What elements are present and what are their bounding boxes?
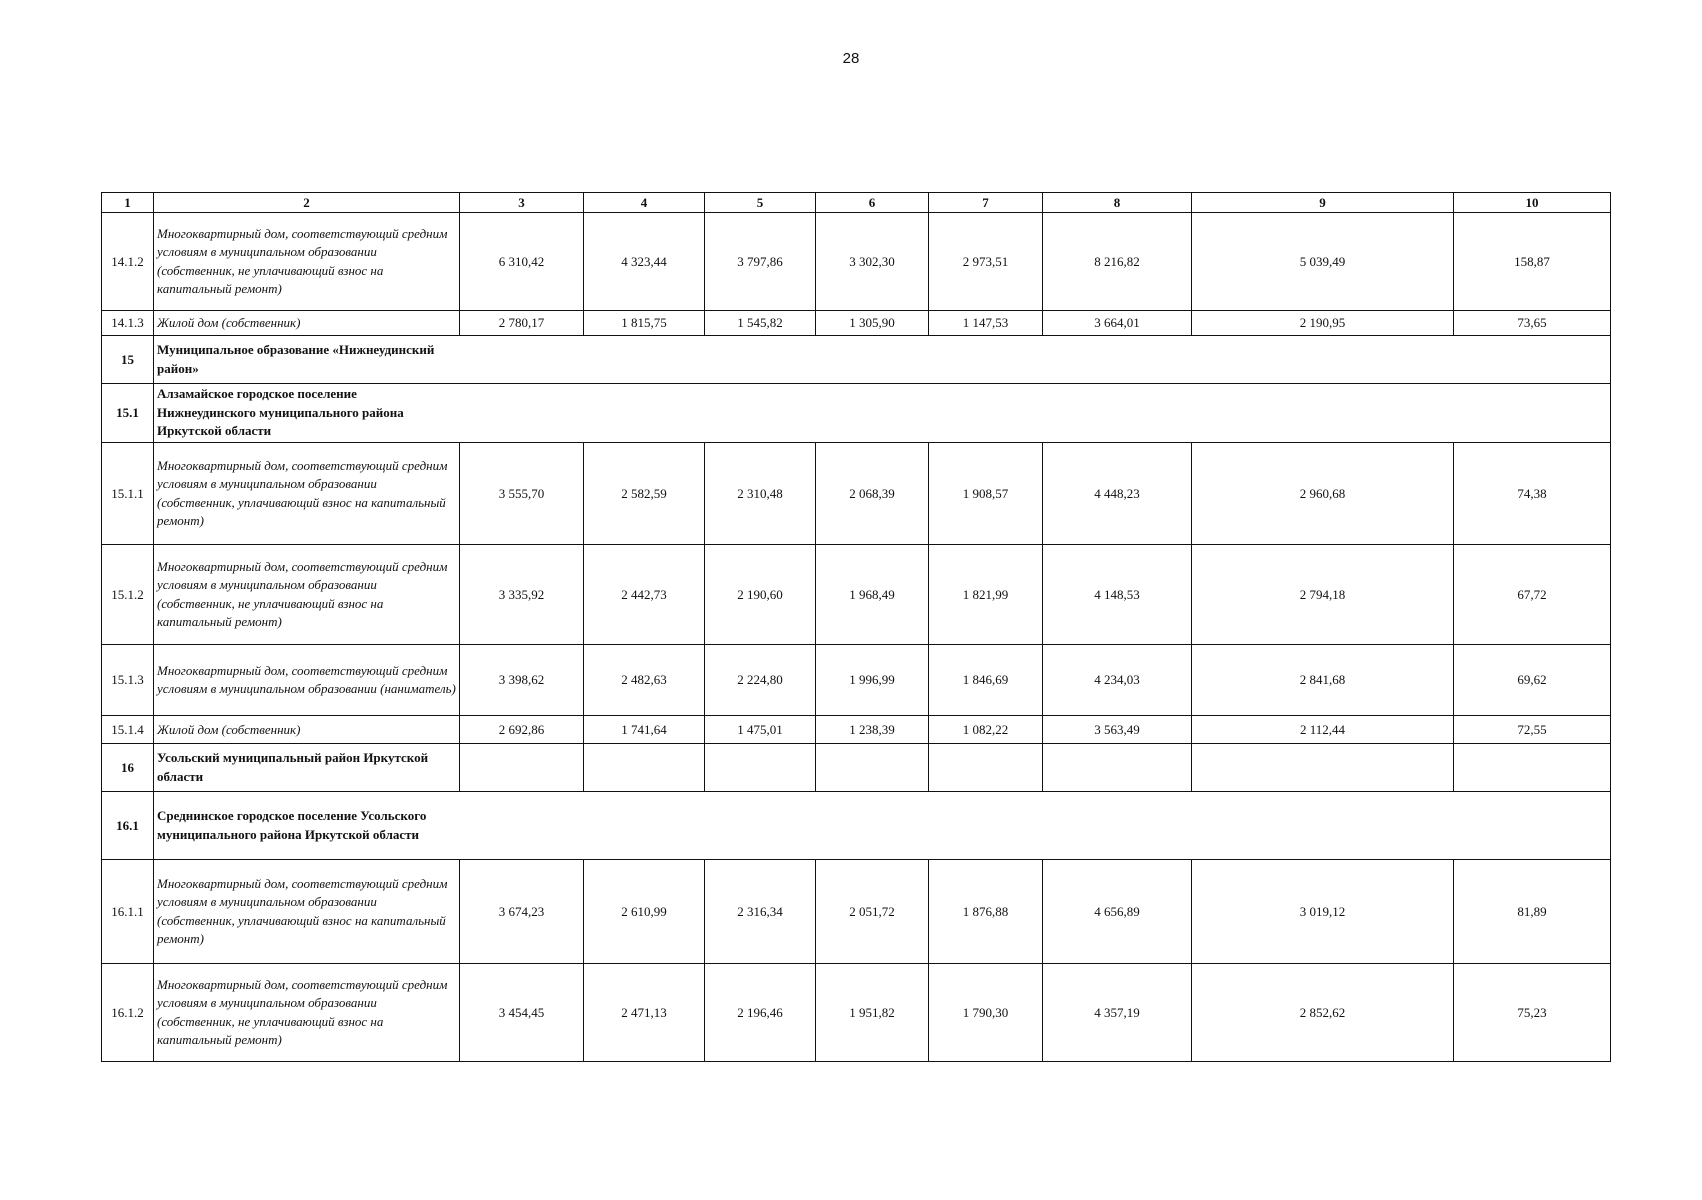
column-header: 6: [816, 193, 929, 213]
group-title-text: Алзамайское городское поселение Нижнеудинского муниципального района Иркутской области: [157, 386, 404, 439]
value-cell: 1 238,39: [816, 716, 929, 744]
value-cell: 1 545,82: [705, 311, 816, 336]
value-cell: 2 582,59: [584, 443, 705, 545]
value-cell: 2 960,68: [1192, 443, 1454, 545]
column-header: 9: [1192, 193, 1454, 213]
column-header: 4: [584, 193, 705, 213]
value-cell: 2 196,46: [705, 964, 816, 1062]
value-cell: 3 335,92: [460, 545, 584, 645]
empty-cell: [584, 744, 705, 792]
row-code: 16.1.2: [102, 964, 154, 1062]
group-code: 16.1: [102, 792, 154, 860]
value-cell: 74,38: [1454, 443, 1611, 545]
column-header: 3: [460, 193, 584, 213]
row-description: Многоквартирный дом, соответствующий средним условиям в муниципальном образовании (собственник, не уплачивающий взнос на капитальный ремонт): [154, 545, 460, 645]
table-row: [102, 860, 1611, 964]
table-row: [102, 716, 1611, 744]
column-header: 7: [929, 193, 1043, 213]
value-cell: 1 968,49: [816, 545, 929, 645]
value-cell: 73,65: [1454, 311, 1611, 336]
value-cell: 8 216,82: [1043, 213, 1192, 311]
row-code: 14.1.3: [102, 311, 154, 336]
group-title: [154, 336, 1611, 384]
value-cell: 1 082,22: [929, 716, 1043, 744]
value-cell: 2 068,39: [816, 443, 929, 545]
value-cell: 1 951,82: [816, 964, 929, 1062]
empty-cell: [1043, 744, 1192, 792]
value-cell: 4 448,23: [1043, 443, 1192, 545]
value-cell: 3 555,70: [460, 443, 584, 545]
value-cell: 2 190,95: [1192, 311, 1454, 336]
row-description: Многоквартирный дом, соответствующий средним условиям в муниципальном образовании (собственник, уплачивающий взнос на капитальный ремонт): [154, 860, 460, 964]
value-cell: 2 442,73: [584, 545, 705, 645]
value-cell: 2 224,80: [705, 645, 816, 716]
value-cell: 2 610,99: [584, 860, 705, 964]
row-code: 16.1.1: [102, 860, 154, 964]
column-header: 2: [154, 193, 460, 213]
value-cell: 158,87: [1454, 213, 1611, 311]
value-cell: 4 656,89: [1043, 860, 1192, 964]
group-title: [154, 792, 1611, 860]
group-title: Усольский муниципальный район Иркутской области: [154, 744, 460, 792]
column-header: 8: [1043, 193, 1192, 213]
value-cell: 2 692,86: [460, 716, 584, 744]
row-description: Многоквартирный дом, соответствующий средним условиям в муниципальном образовании (собственник, не уплачивающий взнос на капитальный ремонт): [154, 213, 460, 311]
value-cell: 2 190,60: [705, 545, 816, 645]
value-cell: 2 316,34: [705, 860, 816, 964]
value-cell: 6 310,42: [460, 213, 584, 311]
value-cell: 1 996,99: [816, 645, 929, 716]
group-row: [102, 384, 1611, 443]
row-code: 15.1.2: [102, 545, 154, 645]
row-description: Многоквартирный дом, соответствующий средним условиям в муниципальном образовании (собственник, уплачивающий взнос на капитальный ремонт): [154, 443, 460, 545]
group-title-text: Среднинское городское поселение Усольского муниципального района Иркутской области: [157, 808, 427, 842]
table-row: [102, 311, 1611, 336]
value-cell: 4 148,53: [1043, 545, 1192, 645]
value-cell: 1 821,99: [929, 545, 1043, 645]
row-code: 15.1.1: [102, 443, 154, 545]
value-cell: 1 475,01: [705, 716, 816, 744]
empty-cell: [460, 744, 584, 792]
group-title: [154, 384, 1611, 443]
column-header: 1: [102, 193, 154, 213]
row-code: 15.1.4: [102, 716, 154, 744]
value-cell: 81,89: [1454, 860, 1611, 964]
value-cell: 3 398,62: [460, 645, 584, 716]
value-cell: 2 471,13: [584, 964, 705, 1062]
table-row: [102, 545, 1611, 645]
row-description: Жилой дом (собственник): [154, 716, 460, 744]
empty-cell: [1454, 744, 1611, 792]
value-cell: 4 357,19: [1043, 964, 1192, 1062]
value-cell: 3 454,45: [460, 964, 584, 1062]
page-number: 28: [842, 50, 860, 67]
value-cell: 1 790,30: [929, 964, 1043, 1062]
value-cell: 67,72: [1454, 545, 1611, 645]
column-header: 5: [705, 193, 816, 213]
value-cell: 2 310,48: [705, 443, 816, 545]
group-code: 15: [102, 336, 154, 384]
row-description: Многоквартирный дом, соответствующий средним условиям в муниципальном образовании (собственник, не уплачивающий взнос на капитальный ремонт): [154, 964, 460, 1062]
value-cell: 4 323,44: [584, 213, 705, 311]
table-row: [102, 645, 1611, 716]
value-cell: 3 302,30: [816, 213, 929, 311]
row-description: Жилой дом (собственник): [154, 311, 460, 336]
value-cell: 75,23: [1454, 964, 1611, 1062]
value-cell: 1 815,75: [584, 311, 705, 336]
value-cell: 2 482,63: [584, 645, 705, 716]
group-title-text: Муниципальное образование «Нижнеудинский район»: [157, 342, 435, 376]
table-row: [102, 964, 1611, 1062]
value-cell: 1 876,88: [929, 860, 1043, 964]
value-cell: 2 973,51: [929, 213, 1043, 311]
value-cell: 1 908,57: [929, 443, 1043, 545]
header-row: [102, 193, 1611, 213]
value-cell: 3 674,23: [460, 860, 584, 964]
value-cell: 2 112,44: [1192, 716, 1454, 744]
value-cell: 72,55: [1454, 716, 1611, 744]
value-cell: 4 234,03: [1043, 645, 1192, 716]
column-header: 10: [1454, 193, 1611, 213]
table-row: [102, 213, 1611, 311]
empty-cell: [705, 744, 816, 792]
row-code: 15.1.3: [102, 645, 154, 716]
value-cell: 2 841,68: [1192, 645, 1454, 716]
group-row: [102, 744, 1611, 792]
group-code: 15.1: [102, 384, 154, 443]
value-cell: 1 305,90: [816, 311, 929, 336]
row-code: 14.1.2: [102, 213, 154, 311]
value-cell: 3 664,01: [1043, 311, 1192, 336]
group-code: 16: [102, 744, 154, 792]
value-cell: 1 147,53: [929, 311, 1043, 336]
value-cell: 3 019,12: [1192, 860, 1454, 964]
group-row: [102, 336, 1611, 384]
value-cell: 2 852,62: [1192, 964, 1454, 1062]
value-cell: 1 741,64: [584, 716, 705, 744]
table-row: [102, 443, 1611, 545]
empty-cell: [816, 744, 929, 792]
value-cell: 5 039,49: [1192, 213, 1454, 311]
value-cell: 2 780,17: [460, 311, 584, 336]
group-row: [102, 792, 1611, 860]
empty-cell: [929, 744, 1043, 792]
tariff-table: [101, 192, 1611, 1062]
value-cell: 3 797,86: [705, 213, 816, 311]
value-cell: 3 563,49: [1043, 716, 1192, 744]
value-cell: 69,62: [1454, 645, 1611, 716]
value-cell: 1 846,69: [929, 645, 1043, 716]
row-description: Многоквартирный дом, соответствующий средним условиям в муниципальном образовании (наниматель): [154, 645, 460, 716]
empty-cell: [1192, 744, 1454, 792]
value-cell: 2 794,18: [1192, 545, 1454, 645]
value-cell: 2 051,72: [816, 860, 929, 964]
